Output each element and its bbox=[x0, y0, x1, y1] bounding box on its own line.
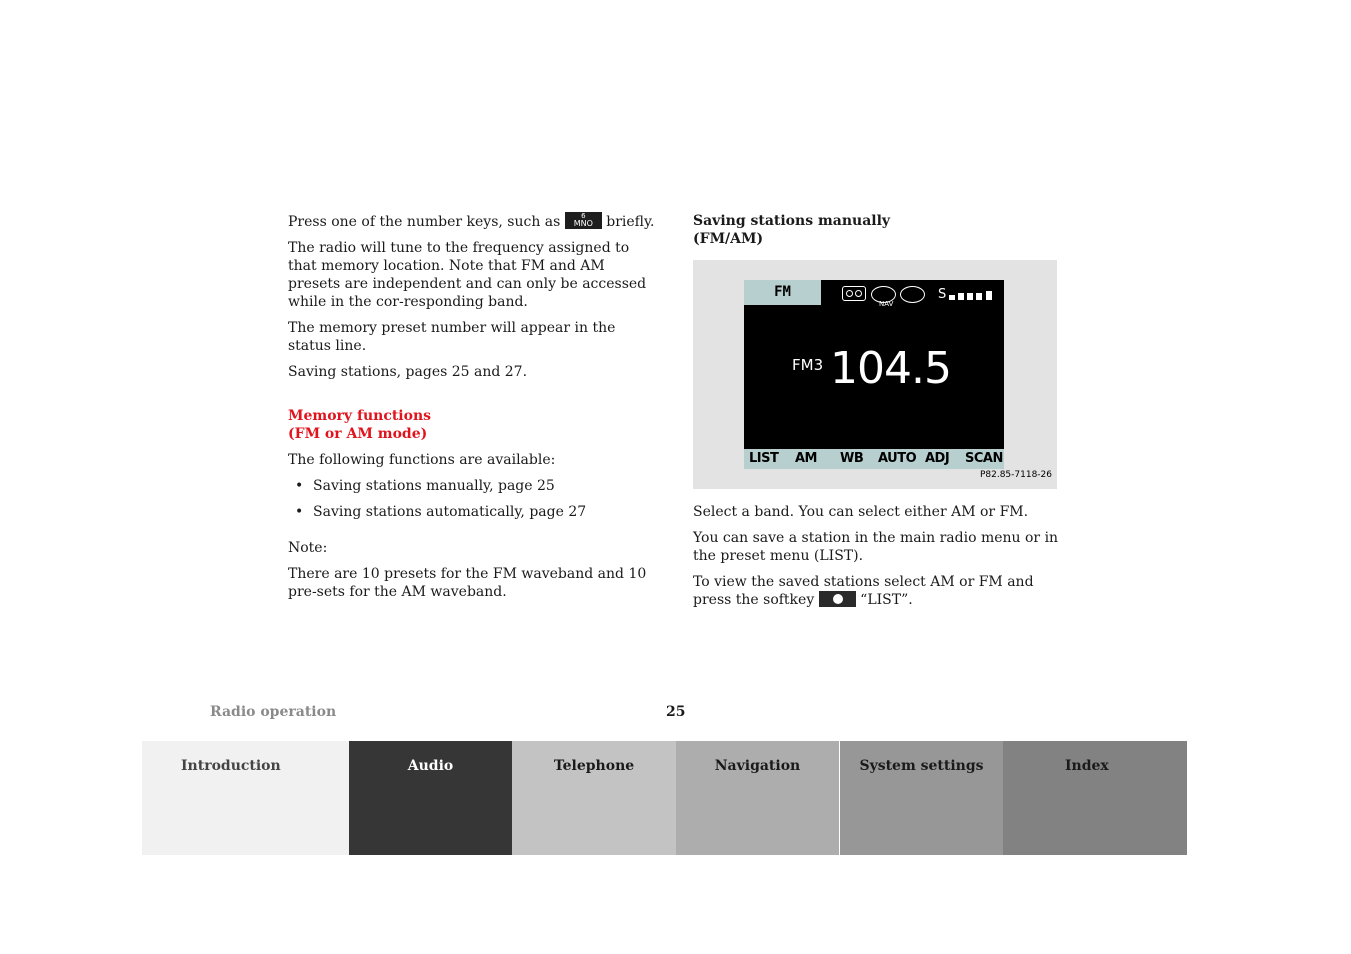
functions-list bbox=[288, 477, 656, 521]
softkey-am: AM bbox=[795, 451, 817, 466]
bullet-icon: • bbox=[295, 478, 304, 494]
key-letters: MNO bbox=[573, 219, 593, 228]
memory-functions-heading bbox=[288, 407, 656, 443]
preset-band: FM3 bbox=[792, 356, 824, 374]
list-item-text: Saving stations manually, page 25 bbox=[313, 478, 555, 494]
tune-paragraph: The radio will tune to the frequency assigned to that memory location. Note that FM and AM presets are independent and can only be accessed while in the cor-responding band. bbox=[288, 240, 647, 310]
heading-line: Memory functions bbox=[288, 408, 432, 424]
frequency-display: 104.5 bbox=[830, 343, 951, 394]
cassette-icon bbox=[842, 286, 866, 301]
heading-line: Saving stations manually bbox=[693, 213, 891, 229]
heading-line: (FM/AM) bbox=[693, 231, 764, 247]
select-band-paragraph: Select a band. You can select either AM or FM. bbox=[693, 504, 1029, 520]
tab-audio[interactable]: Audio bbox=[349, 741, 512, 855]
page-number: 25 bbox=[666, 704, 686, 720]
softkey-adj: ADJ bbox=[925, 451, 950, 466]
bullet-icon: • bbox=[295, 504, 304, 520]
nav-label: NAV bbox=[879, 300, 894, 308]
softkey-scan: SCAN bbox=[965, 451, 1003, 466]
radio-screen bbox=[744, 280, 1004, 469]
tab-navigation[interactable]: Navigation bbox=[676, 741, 839, 855]
intro-paragraph bbox=[288, 212, 656, 231]
tab-introduction[interactable]: Introduction bbox=[142, 741, 349, 855]
cross-reference: Saving stations, pages 25 and 27. bbox=[288, 364, 528, 380]
intro-text: Press one of the number keys, such as bbox=[288, 214, 561, 230]
heading-line: (FM or AM mode) bbox=[288, 426, 428, 442]
signal-bar bbox=[986, 291, 992, 300]
note-text: There are 10 presets for the FM waveband and 10 pre-sets for the AM waveband. bbox=[288, 566, 647, 600]
saving-stations-heading bbox=[693, 212, 1061, 248]
tab-index[interactable]: Index bbox=[1003, 741, 1187, 855]
tab-system-settings[interactable]: System settings bbox=[840, 741, 1003, 855]
cd-icon bbox=[900, 286, 925, 303]
list-item bbox=[288, 503, 656, 521]
signal-bar bbox=[967, 293, 973, 300]
tab-telephone[interactable]: Telephone bbox=[512, 741, 676, 855]
key-digit: 6 bbox=[581, 212, 586, 220]
note-label: Note: bbox=[288, 540, 328, 556]
signal-bar bbox=[949, 295, 955, 300]
signal-label: S bbox=[938, 287, 947, 302]
figure-reference: P82.85-7118-26 bbox=[979, 470, 1052, 480]
softkey-bar bbox=[744, 449, 1004, 469]
softkey-icon bbox=[819, 591, 856, 607]
section-title: Radio operation bbox=[210, 704, 337, 720]
intro-text-end: briefly. bbox=[606, 214, 655, 230]
view-stations-paragraph bbox=[693, 573, 1061, 609]
status-line-paragraph: The memory preset number will appear in the status line. bbox=[288, 320, 616, 354]
mno-key-icon bbox=[565, 212, 602, 229]
functions-intro: The following functions are available: bbox=[288, 452, 556, 468]
section-tabs bbox=[142, 741, 1187, 855]
view-text: To view the saved stations select AM or FM and press the softkey bbox=[693, 574, 1034, 608]
signal-bar bbox=[976, 293, 982, 300]
radio-display-figure bbox=[693, 260, 1057, 489]
save-station-paragraph: You can save a station in the main radio menu or in the preset menu (LIST). bbox=[693, 530, 1059, 564]
view-text-end: “LIST”. bbox=[860, 592, 913, 608]
left-column bbox=[288, 212, 656, 609]
list-item-text: Saving stations automatically, page 27 bbox=[313, 504, 587, 520]
softkey-auto: AUTO bbox=[878, 451, 917, 466]
softkey-wb: WB bbox=[840, 451, 864, 466]
softkey-list: LIST bbox=[749, 451, 779, 466]
right-column bbox=[693, 212, 1061, 617]
list-item bbox=[288, 477, 656, 495]
signal-bar bbox=[958, 293, 964, 300]
band-tab: FM bbox=[744, 280, 821, 305]
